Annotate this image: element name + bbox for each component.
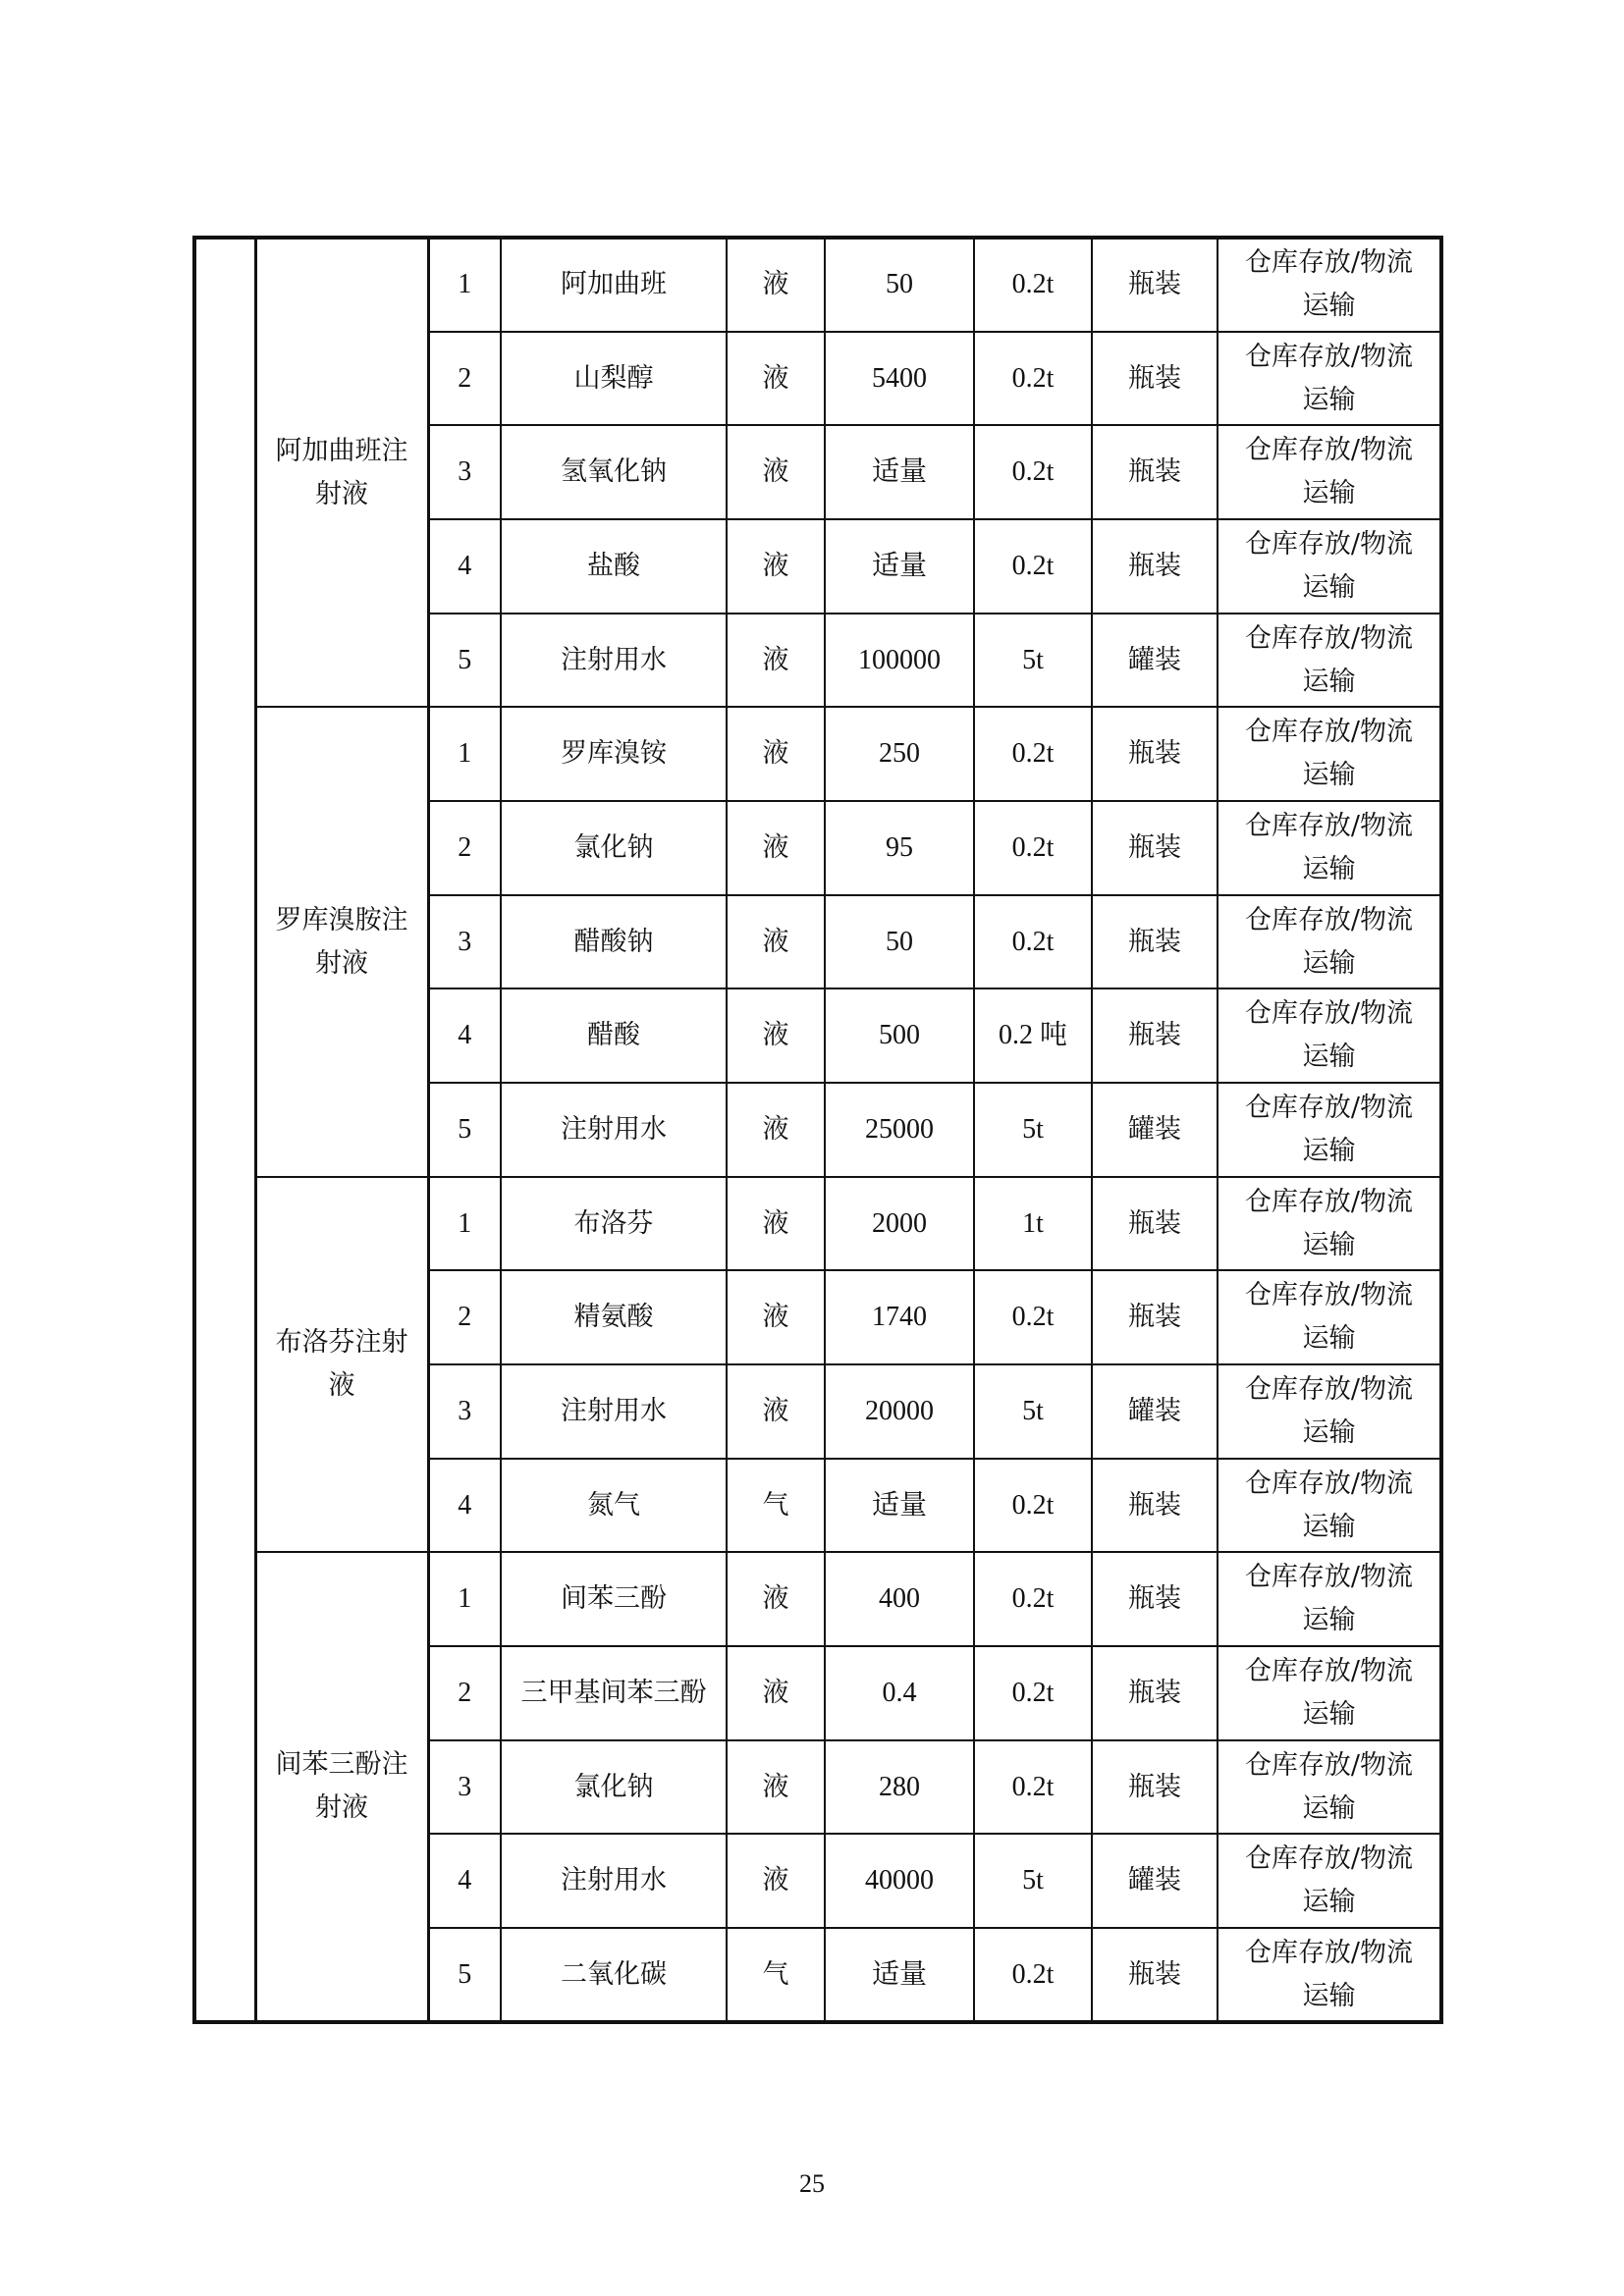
package-type: 罐装 <box>1092 1083 1218 1177</box>
storage-transport: 仓库存放/物流运输 <box>1218 1083 1441 1177</box>
table-body <box>194 238 1441 2022</box>
material-state: 液 <box>727 425 825 519</box>
max-storage: 0.2t <box>974 895 1092 989</box>
row-number: 5 <box>428 1928 501 2022</box>
storage-transport: 仓库存放/物流运输 <box>1218 988 1441 1083</box>
material-name: 阿加曲班 <box>501 238 727 332</box>
package-type: 罐装 <box>1092 614 1218 708</box>
category-cell <box>194 238 255 2022</box>
row-number: 1 <box>428 1177 501 1271</box>
product-name: 布洛芬注射液 <box>255 1177 428 1553</box>
usage-amount: 50 <box>825 238 974 332</box>
row-number: 5 <box>428 1083 501 1177</box>
table-row <box>194 707 1441 801</box>
storage-transport: 仓库存放/物流运输 <box>1218 1270 1441 1364</box>
row-number: 1 <box>428 1552 501 1646</box>
material-state: 液 <box>727 1083 825 1177</box>
max-storage: 0.2t <box>974 707 1092 801</box>
storage-transport: 仓库存放/物流运输 <box>1218 238 1441 332</box>
package-type: 瓶装 <box>1092 1177 1218 1271</box>
package-type: 瓶装 <box>1092 988 1218 1083</box>
material-name: 注射用水 <box>501 1083 727 1177</box>
usage-amount: 适量 <box>825 1459 974 1553</box>
product-name: 间苯三酚注射液 <box>255 1552 428 2022</box>
package-type: 瓶装 <box>1092 1270 1218 1364</box>
usage-amount: 400 <box>825 1552 974 1646</box>
usage-amount: 100000 <box>825 614 974 708</box>
storage-transport: 仓库存放/物流运输 <box>1218 707 1441 801</box>
storage-transport: 仓库存放/物流运输 <box>1218 332 1441 426</box>
material-name: 间苯三酚 <box>501 1552 727 1646</box>
row-number: 5 <box>428 614 501 708</box>
material-name: 罗库溴铵 <box>501 707 727 801</box>
material-state: 液 <box>727 988 825 1083</box>
row-number: 4 <box>428 519 501 614</box>
table-row <box>194 1552 1441 1646</box>
material-name: 精氨酸 <box>501 1270 727 1364</box>
material-state: 液 <box>727 895 825 989</box>
max-storage: 0.2t <box>974 1646 1092 1740</box>
max-storage: 5t <box>974 614 1092 708</box>
max-storage: 0.2t <box>974 332 1092 426</box>
package-type: 瓶装 <box>1092 238 1218 332</box>
usage-amount: 280 <box>825 1740 974 1835</box>
material-state: 液 <box>727 332 825 426</box>
package-type: 瓶装 <box>1092 707 1218 801</box>
storage-transport: 仓库存放/物流运输 <box>1218 519 1441 614</box>
usage-amount: 2000 <box>825 1177 974 1271</box>
row-number: 3 <box>428 1740 501 1835</box>
material-state: 液 <box>727 1834 825 1928</box>
max-storage: 1t <box>974 1177 1092 1271</box>
storage-transport: 仓库存放/物流运输 <box>1218 1177 1441 1271</box>
usage-amount: 5400 <box>825 332 974 426</box>
package-type: 罐装 <box>1092 1364 1218 1459</box>
material-name: 氮气 <box>501 1459 727 1553</box>
package-type: 瓶装 <box>1092 895 1218 989</box>
row-number: 2 <box>428 801 501 895</box>
usage-amount: 40000 <box>825 1834 974 1928</box>
material-state: 液 <box>727 707 825 801</box>
materials-table <box>192 236 1443 2024</box>
usage-amount: 适量 <box>825 1928 974 2022</box>
material-state: 液 <box>727 1646 825 1740</box>
row-number: 1 <box>428 238 501 332</box>
row-number: 2 <box>428 332 501 426</box>
package-type: 瓶装 <box>1092 1928 1218 2022</box>
package-type: 瓶装 <box>1092 1459 1218 1553</box>
usage-amount: 适量 <box>825 425 974 519</box>
material-state: 液 <box>727 1270 825 1364</box>
package-type: 瓶装 <box>1092 1552 1218 1646</box>
row-number: 3 <box>428 1364 501 1459</box>
material-name: 醋酸 <box>501 988 727 1083</box>
material-name: 三甲基间苯三酚 <box>501 1646 727 1740</box>
package-type: 罐装 <box>1092 1834 1218 1928</box>
max-storage: 5t <box>974 1364 1092 1459</box>
row-number: 1 <box>428 707 501 801</box>
row-number: 2 <box>428 1270 501 1364</box>
material-name: 布洛芬 <box>501 1177 727 1271</box>
usage-amount: 0.4 <box>825 1646 974 1740</box>
max-storage: 0.2t <box>974 801 1092 895</box>
material-name: 注射用水 <box>501 614 727 708</box>
package-type: 瓶装 <box>1092 1646 1218 1740</box>
storage-transport: 仓库存放/物流运输 <box>1218 1928 1441 2022</box>
row-number: 4 <box>428 1834 501 1928</box>
row-number: 3 <box>428 425 501 519</box>
package-type: 瓶装 <box>1092 1740 1218 1835</box>
material-state: 气 <box>727 1459 825 1553</box>
product-name: 罗库溴胺注射液 <box>255 707 428 1176</box>
max-storage: 0.2t <box>974 1270 1092 1364</box>
material-state: 液 <box>727 1740 825 1835</box>
storage-transport: 仓库存放/物流运输 <box>1218 614 1441 708</box>
storage-transport: 仓库存放/物流运输 <box>1218 1834 1441 1928</box>
material-state: 液 <box>727 1552 825 1646</box>
table-row <box>194 238 1441 332</box>
material-name: 注射用水 <box>501 1834 727 1928</box>
material-name: 氯化钠 <box>501 801 727 895</box>
storage-transport: 仓库存放/物流运输 <box>1218 1646 1441 1740</box>
usage-amount: 20000 <box>825 1364 974 1459</box>
page-number: 25 <box>799 2169 825 2198</box>
max-storage: 0.2t <box>974 519 1092 614</box>
material-state: 液 <box>727 1177 825 1271</box>
material-name: 注射用水 <box>501 1364 727 1459</box>
material-name: 二氧化碳 <box>501 1928 727 2022</box>
row-number: 4 <box>428 1459 501 1553</box>
usage-amount: 500 <box>825 988 974 1083</box>
material-name: 氢氧化钠 <box>501 425 727 519</box>
material-name: 醋酸钠 <box>501 895 727 989</box>
material-state: 液 <box>727 801 825 895</box>
package-type: 瓶装 <box>1092 332 1218 426</box>
material-name: 山梨醇 <box>501 332 727 426</box>
material-name: 盐酸 <box>501 519 727 614</box>
product-name: 阿加曲班注射液 <box>255 238 428 707</box>
material-state: 液 <box>727 519 825 614</box>
row-number: 4 <box>428 988 501 1083</box>
max-storage: 0.2t <box>974 1740 1092 1835</box>
table-row <box>194 1177 1441 1271</box>
row-number: 3 <box>428 895 501 989</box>
storage-transport: 仓库存放/物流运输 <box>1218 895 1441 989</box>
usage-amount: 50 <box>825 895 974 989</box>
usage-amount: 适量 <box>825 519 974 614</box>
storage-transport: 仓库存放/物流运输 <box>1218 425 1441 519</box>
max-storage: 0.2t <box>974 238 1092 332</box>
package-type: 瓶装 <box>1092 801 1218 895</box>
max-storage: 0.2t <box>974 1552 1092 1646</box>
max-storage: 0.2 吨 <box>974 988 1092 1083</box>
storage-transport: 仓库存放/物流运输 <box>1218 1459 1441 1553</box>
storage-transport: 仓库存放/物流运输 <box>1218 1552 1441 1646</box>
material-state: 气 <box>727 1928 825 2022</box>
storage-transport: 仓库存放/物流运输 <box>1218 1740 1441 1835</box>
usage-amount: 95 <box>825 801 974 895</box>
max-storage: 0.2t <box>974 1459 1092 1553</box>
material-state: 液 <box>727 614 825 708</box>
package-type: 瓶装 <box>1092 519 1218 614</box>
storage-transport: 仓库存放/物流运输 <box>1218 1364 1441 1459</box>
material-name: 氯化钠 <box>501 1740 727 1835</box>
package-type: 瓶装 <box>1092 425 1218 519</box>
max-storage: 0.2t <box>974 1928 1092 2022</box>
material-state: 液 <box>727 238 825 332</box>
material-state: 液 <box>727 1364 825 1459</box>
max-storage: 5t <box>974 1834 1092 1928</box>
row-number: 2 <box>428 1646 501 1740</box>
usage-amount: 250 <box>825 707 974 801</box>
usage-amount: 1740 <box>825 1270 974 1364</box>
usage-amount: 25000 <box>825 1083 974 1177</box>
storage-transport: 仓库存放/物流运输 <box>1218 801 1441 895</box>
max-storage: 5t <box>974 1083 1092 1177</box>
max-storage: 0.2t <box>974 425 1092 519</box>
